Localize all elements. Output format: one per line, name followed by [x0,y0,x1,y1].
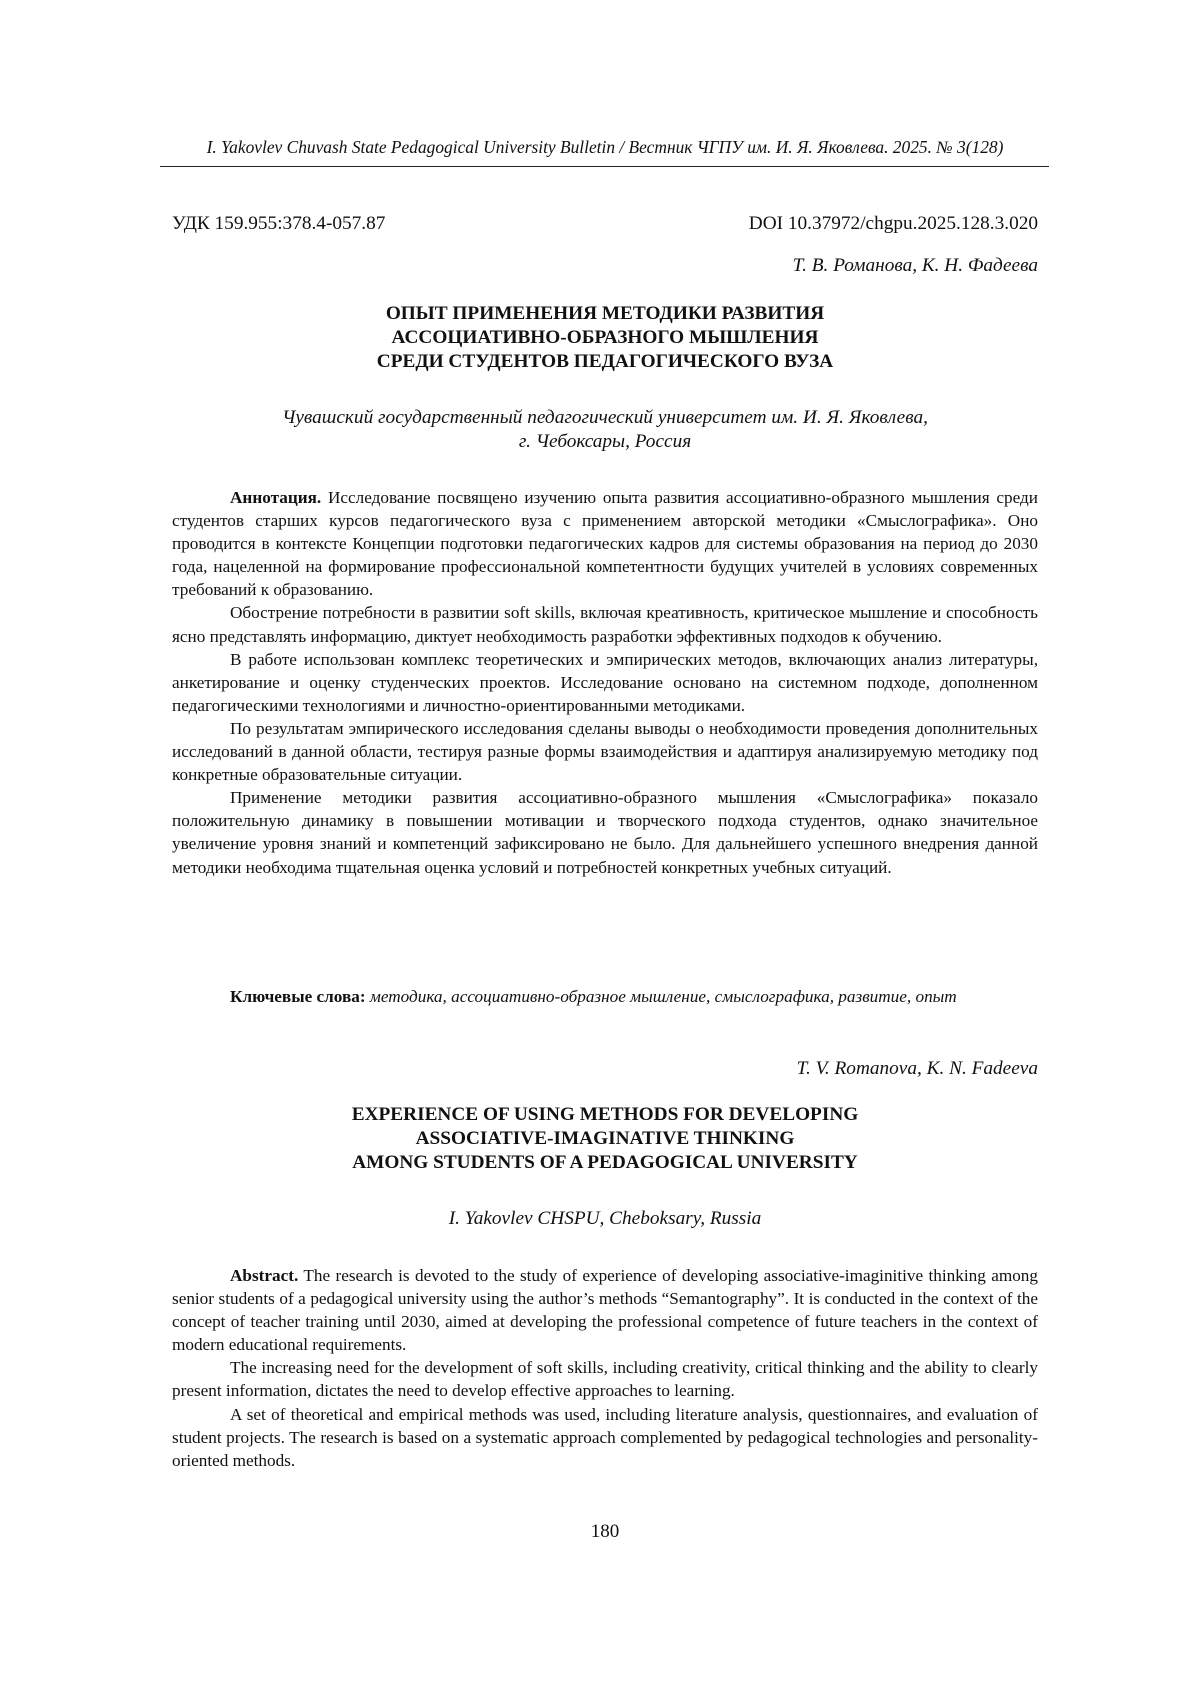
en-title-line: ASSOCIATIVE-IMAGINATIVE THINKING [415,1128,795,1149]
ru-title-line: ОПЫТ ПРИМЕНЕНИЯ МЕТОДИКИ РАЗВИТИЯ [385,303,825,324]
ru-abstract-paragraph: Аннотация. Исследование посвящено изучению опыта развития ассоциативно-образного мышления среди студентов старших курсов педагогического вуза с применением авторской методики «Смыслографика». Оно проводится в контексте Концепции подготовки педагогических кадров для системы образования на период до 2030 года, нацеленной на формирование профессиональной компетентности будущих учителей в условиях современных требований к образованию. [172,488,1038,600]
page-number: 180 [590,1521,620,1542]
en-abstract [172,1264,1038,1472]
ru-authors: Т. В. Романова, К. Н. Фадеева [792,255,1038,276]
ru-keywords-list: методика, ассоциативно-образное мышление, смыслографика, развитие, опыт [369,987,957,1006]
ru-title-line: СРЕДИ СТУДЕНТОВ ПЕДАГОГИЧЕСКОГО ВУЗА [376,351,834,372]
ru-affiliation-line: г. Чебоксары, Россия [518,431,692,452]
en-abstract-paragraph: Abstract. The research is devoted to the study of experience of developing associative-imaginitive thinking among senior students of a pedagogical university using the author’s methods “Semantography”. It is conducted in the context of the concept of teacher training until 2030, aimed at developing the professional competence of future teachers in the context of modern educational requirements. [172,1266,1038,1355]
ru-keywords-label: Ключевые слова: [230,987,366,1006]
en-abstract-paragraph: A set of theoretical and empirical methods was used, including literature analysis, questionnaires, and evaluation of student projects. The research is based on a systematic approach complemented by pedagogical technologies and personality-oriented methods. [172,1404,1038,1470]
ru-abstract-label: Аннотация. [230,488,322,507]
udk-doi-row [172,213,1038,235]
ru-affiliation-line: Чувашский государственный педагогический университет им. И. Я. Яковлева, [282,407,928,428]
ru-article-title [172,302,1038,374]
en-affiliation-line: I. Yakovlev CHSPU, Cheboksary, Russia [448,1208,762,1229]
ru-title-line: АССОЦИАТИВНО-ОБРАЗНОГО МЫШЛЕНИЯ [391,327,819,348]
ru-abstract [172,486,1038,879]
ru-abstract-paragraph: Обострение потребности в развитии soft skills, включая креативность, критическое мышление и способность ясно представлять информацию, диктует необходимость разработки эффективных подходов к обучению. [172,603,1038,646]
en-affiliation [172,1207,1038,1231]
ru-keywords [172,985,1038,1008]
en-article-title [172,1103,1038,1175]
header-divider [160,166,1049,167]
ru-abstract-paragraph: По результатам эмпирического исследования сделаны выводы о необходимости проведения дополнительных исследований в данной области, тестируя разные формы взаимодействия и адаптируя анализируемую методику под конкретные образовательные ситуации. [172,718,1038,785]
doi-code: DOI 10.37972/chgpu.2025.128.3.020 [748,213,1038,234]
ru-affiliation [172,406,1038,454]
ru-abstract-paragraph: В работе использован комплекс теоретических и эмпирических методов, включающих анализ литературы, анкетирование и оценку студенческих проектов. Исследование основано на системном подходе, дополненном педагогическими технологиями и личностно-ориентированными методиками. [172,649,1038,715]
udk-code: УДК 159.955:378.4-057.87 [172,213,386,234]
en-title-line: EXPERIENCE OF USING METHODS FOR DEVELOPING [351,1104,859,1125]
ru-abstract-paragraph: Применение методики развития ассоциативно-образного мышления «Смыслографика» показало положительную динамику в повышении мотивации и творческого подхода студентов, однако значительное увеличение уровня знаний и компетенций зафиксировано не было. Для дальнейшего успешного внедрения данной методики необходима тщательная оценка условий и потребностей конкретных учебных ситуаций. [172,788,1038,877]
en-abstract-label: Abstract. [230,1266,299,1285]
en-abstract-paragraph: The increasing need for the development of soft skills, including creativity, critical thinking and the ability to clearly present information, dictates the need to develop effective approaches to learning. [172,1358,1038,1401]
en-title-line: AMONG STUDENTS OF A PEDAGOGICAL UNIVERSITY [352,1152,858,1173]
en-authors: T. V. Romanova, K. N. Fadeeva [796,1058,1038,1079]
running-header: I. Yakovlev Chuvash State Pedagogical University Bulletin / Вестник ЧГПУ им. И. Я. Яковлева. 2025. № 3(128) [206,137,1004,157]
